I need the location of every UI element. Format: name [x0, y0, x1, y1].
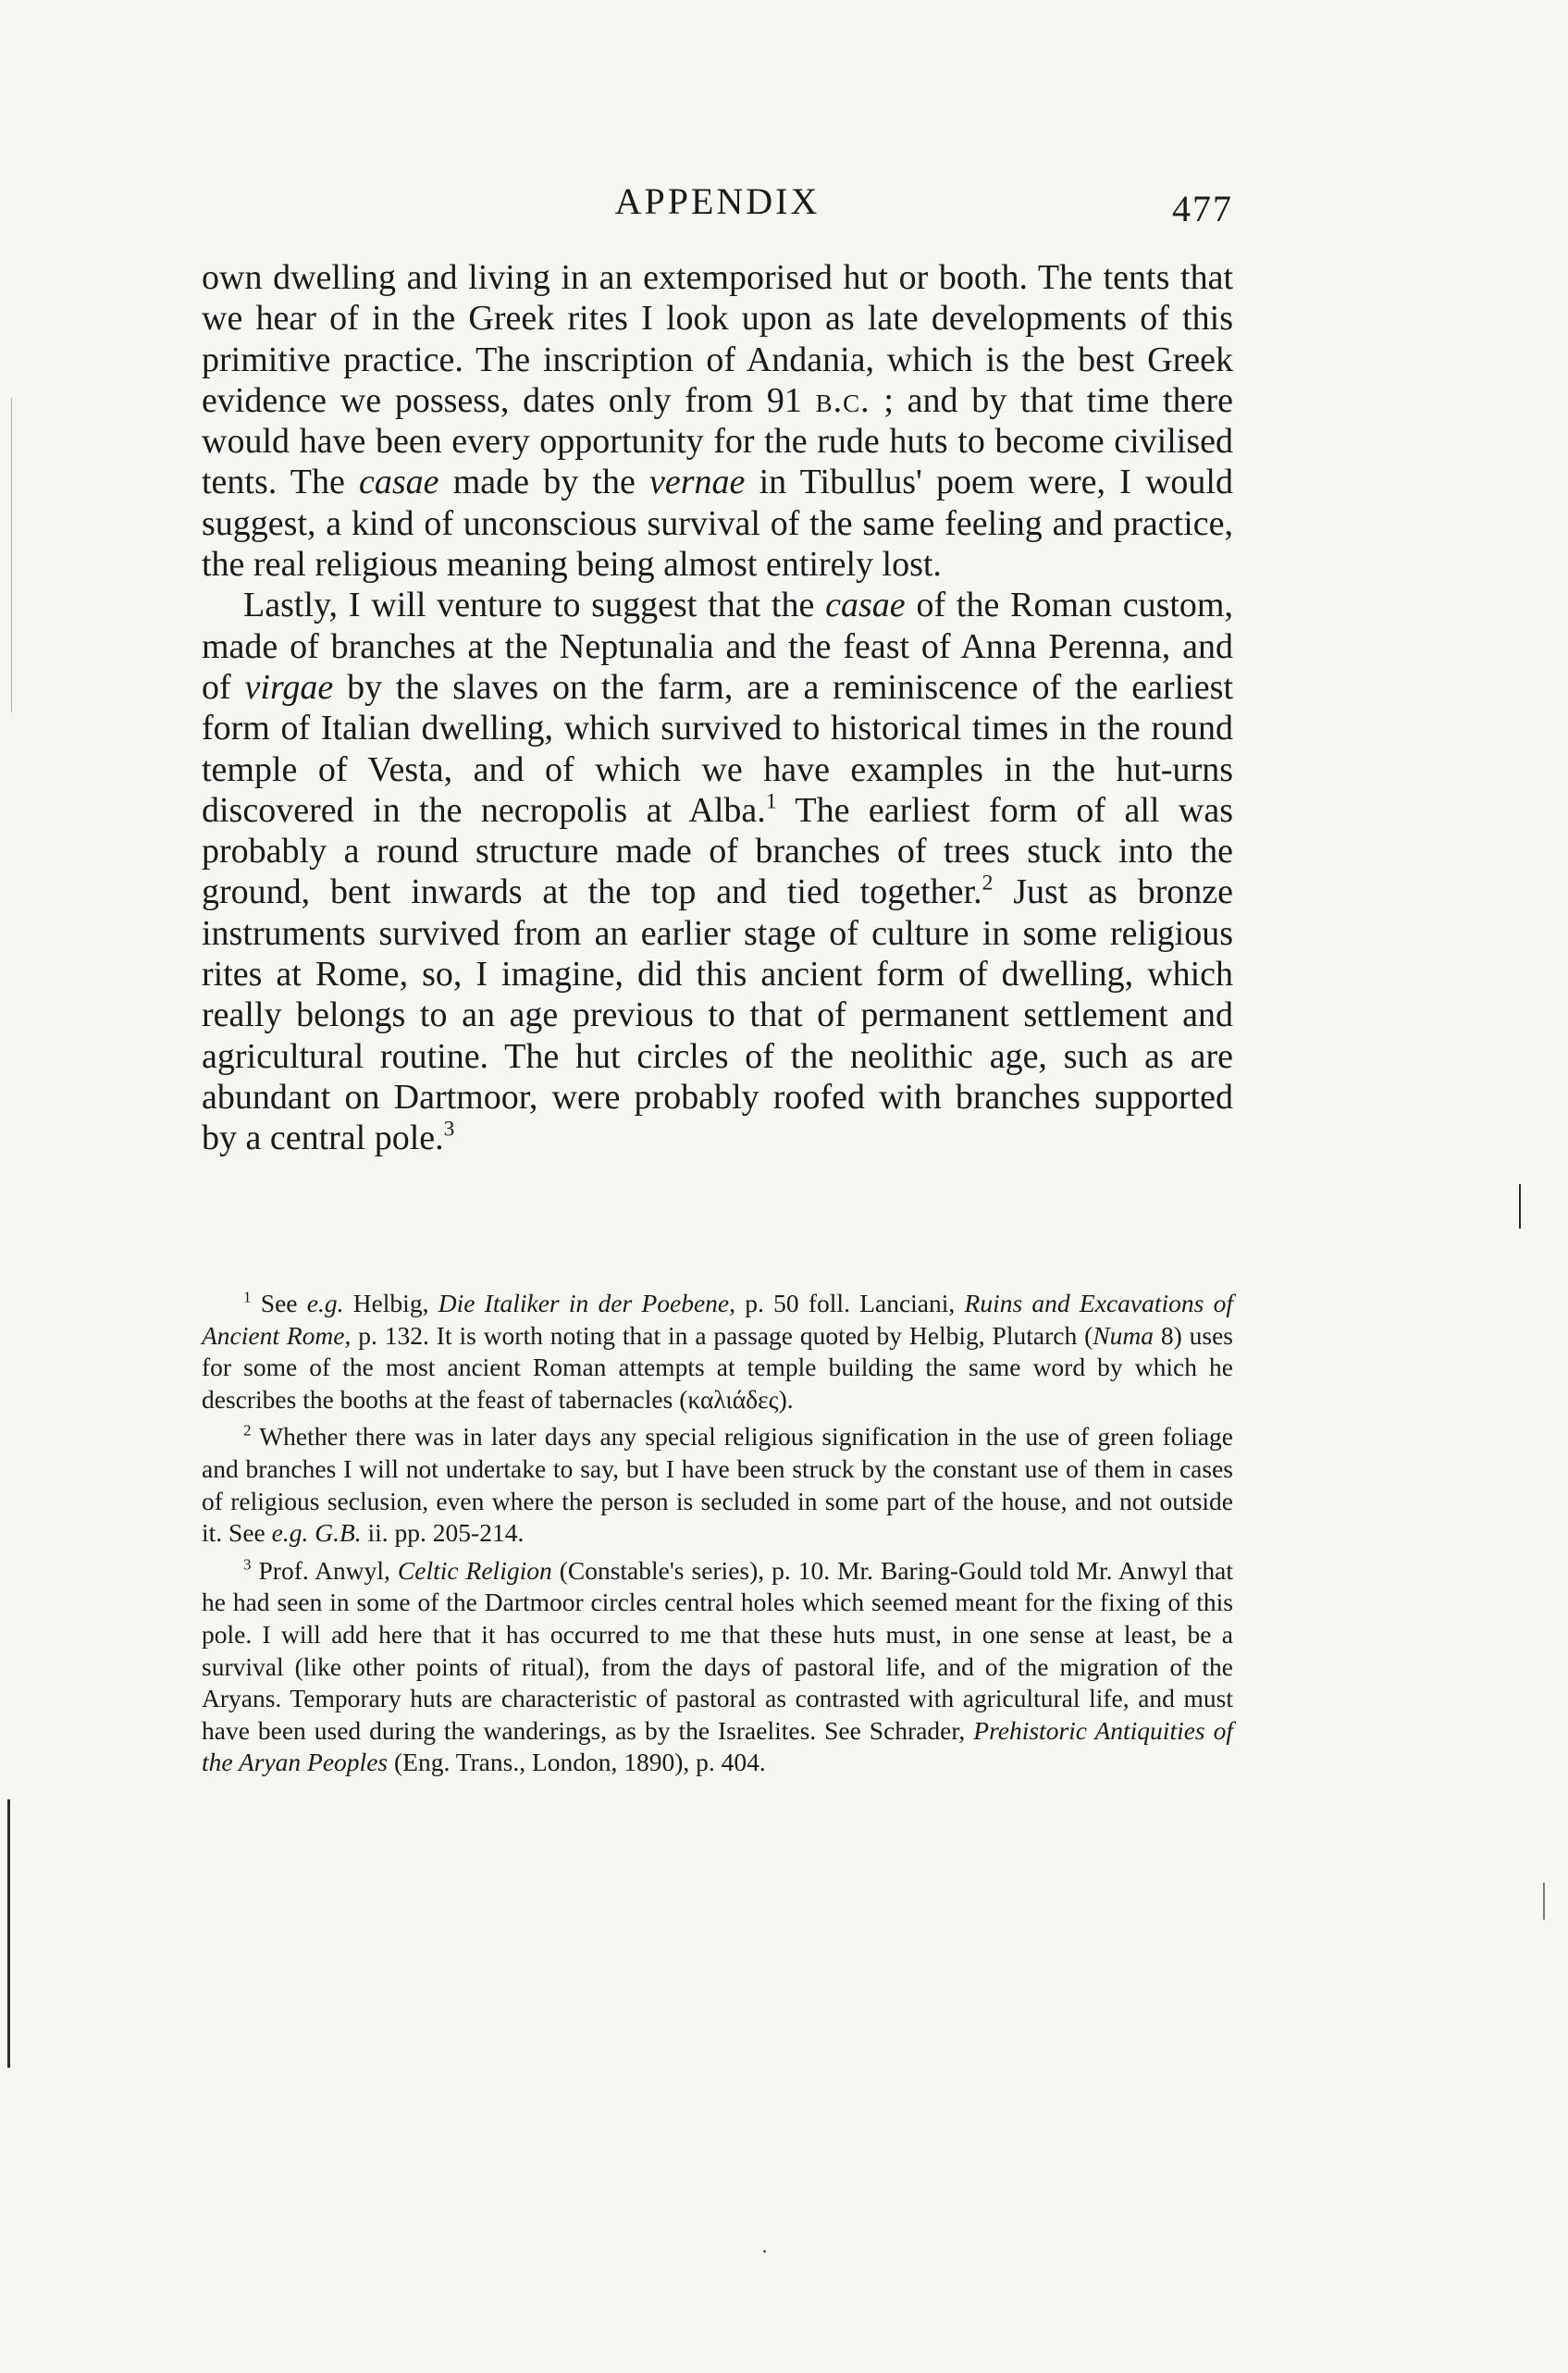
term-vernae: vernae [649, 463, 746, 502]
paragraph-2: Lastly, I will venture to suggest that the casae of the Roman custom, made of branches at the Neptunalia and the feast of Anna Perenna, and of virgae by the slaves on the farm, are a reminiscence of the earliest form of Italian dwelling, which survived to historical times in the round temple of Vesta, and of which we have examples in the hut-urns discovered in the necropolis at Alba.$^1$ The earliest form of all was probably a round structure made of branches of trees stuck into the ground, bent inwards at the top and tied together.$^2$ Just as bronze instruments survived from an earlier stage of culture in some religious rites at Rome, so, I imagine, did this ancient form of dwelling, which really belongs to an age previous to that of permanent settlement and agricultural routine. The hut circles of the neolithic age, such as are abundant on Dartmoor, were probably roofed with branches supported by a central pole.$^3$ [202, 586, 1234, 1158]
scan-speck [763, 2250, 766, 2253]
scan-edge-mark [7, 1799, 10, 2068]
footnote-marker: 2 [243, 1421, 252, 1440]
page-header [202, 174, 1233, 229]
footnote-marker: 3 [243, 1555, 252, 1574]
footnote-ref-1[interactable]: 1 [765, 789, 777, 814]
scan-edge-mark [1519, 1184, 1521, 1229]
footnote-ref-2[interactable]: 2 [982, 871, 994, 896]
footnote-1: $^1$ See e.g. Helbig, Die Italiker in der Poebene, p. 50 foll. Lanciani, Ruins and Excavations of Ancient Rome, p. 132. It is worth noting that in a passage quoted by Helbig, Plutarch (Numa 8) uses for some of the most ancient Roman attempts at temple building the same word by which he describes the booths at the feast of tabernacles (καλιάδες). [202, 1288, 1233, 1414]
book-title: Celtic Religion [397, 1555, 552, 1585]
running-head: APPENDIX [614, 180, 821, 222]
book-title: Ruins and Excavations of Ancient Rome [202, 1289, 1233, 1350]
term-casae: casae [359, 463, 439, 502]
term-casae: casae [825, 586, 906, 625]
page-number: 477 [1172, 188, 1233, 229]
footnote-marker: 1 [243, 1288, 252, 1306]
footnotes [202, 1288, 1233, 1779]
footnote-2: $^2$ Whether there was in later days any special religious signification in the use of green foliage and branches I will not undertake to say, but I have been struck by the constant use of them in cases of religious seclusion, even where the person is secluded in some part of the house, and not outside it. See e.g. G.B. ii. pp. 205-214. [202, 1421, 1233, 1548]
footnote-3: $^3$ Prof. Anwyl, Celtic Religion (Constable's series), p. 10. Mr. Baring-Gould told Mr. Anwyl that he had seen in some of the Dartmoor circles central holes which seemed meant for the fixing of this pole. I will add here that it has occurred to me that these huts must, in one sense at least, be a survival (like other points of ritual), from the days of pastoral life, and of the migration of the Aryans. Temporary huts are characteristic of pastoral as contrasted with agricultural life, and must have been used during the wanderings, as by the Israelites. See Schrader, Prehistoric Antiquities of the Aryan Peoples (Eng. Trans., London, 1890), p. 404. [202, 1555, 1233, 1777]
term-virgae: virgae [244, 667, 334, 707]
main-text [202, 257, 1233, 1159]
scan-edge-mark [11, 398, 12, 712]
footnote-ref-3[interactable]: 3 [443, 1117, 455, 1142]
book-title: Prehistoric Antiquities of the Aryan Peoples [202, 1715, 1233, 1777]
book-title: Die Italiker in der Poebene [438, 1289, 730, 1317]
scan-edge-mark [1543, 1883, 1545, 1920]
paragraph-1: own dwelling and living in an extemporised hut or booth. The tents that we hear of in the Greek rites I look upon as late developments of this primitive practice. The inscription of Andania, which is the best Greek evidence we possess, dates only from 91 b.c. ; and by that time there would have been every opportunity for the rude huts to become civilised tents. The casae made by the vernae in Tibullus' poem were, I would suggest, a kind of unconscious survival of the same feeling and practice, the real religious meaning being almost entirely lost. [202, 258, 1233, 585]
bc-abbrev: b.c. [815, 380, 870, 420]
